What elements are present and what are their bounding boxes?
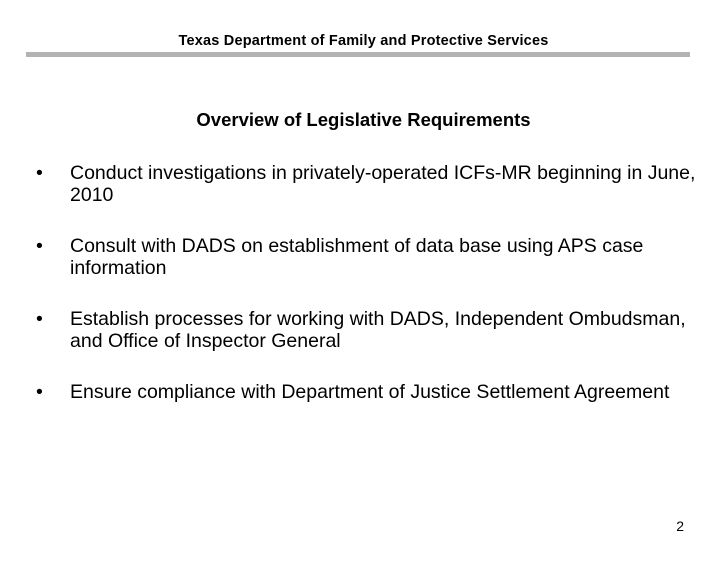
bullet-dot-icon: •: [36, 381, 43, 403]
list-item: [36, 235, 696, 279]
bullet-dot-icon: •: [36, 162, 43, 184]
page-number: 2: [676, 518, 684, 534]
list-item: [36, 308, 696, 352]
header-organization: Texas Department of Family and Protective Services: [178, 33, 549, 49]
list-item-text: Establish processes for working with DADS, Independent Ombudsman, and Office of Inspector General: [70, 308, 686, 352]
requirements-list: [36, 162, 696, 432]
list-item: [36, 162, 696, 206]
list-item: [36, 381, 696, 403]
bullet-dot-icon: •: [36, 235, 43, 257]
list-item-text: Ensure compliance with Department of Justice Settlement Agreement: [70, 381, 670, 403]
bullet-dot-icon: •: [36, 308, 43, 330]
slide-title: Overview of Legislative Requirements: [196, 109, 531, 130]
list-item-text: Conduct investigations in privately-operated ICFs-MR beginning in June, 2010: [70, 162, 696, 206]
header-divider: [26, 52, 690, 57]
list-item-text: Consult with DADS on establishment of data base using APS case information: [70, 235, 644, 279]
